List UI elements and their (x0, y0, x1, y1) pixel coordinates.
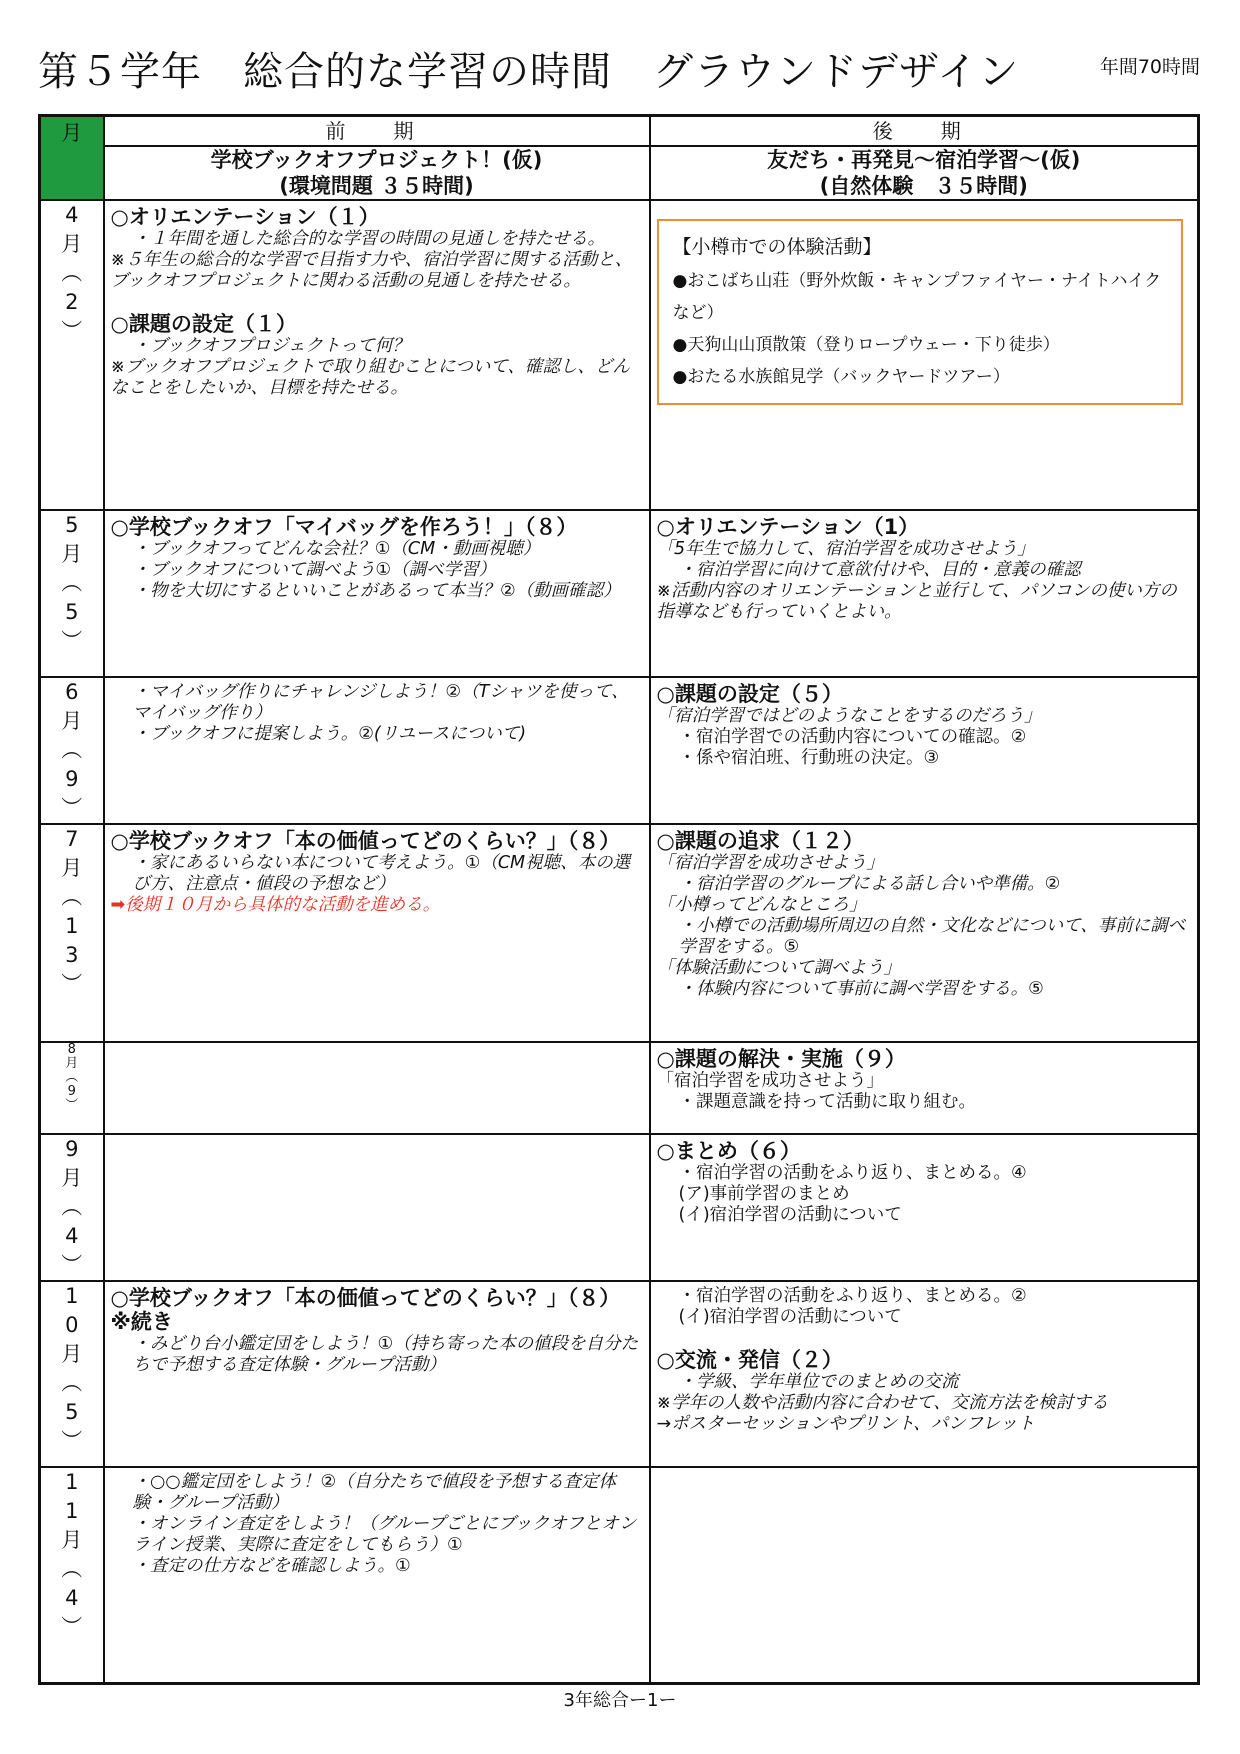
section-heading: ○学校ブックオフ「本の価値ってどのくらい？」（８）※続き (110, 1286, 621, 1334)
second-term-cell (650, 510, 1199, 677)
month-char: 4 (65, 203, 79, 227)
second-term-label: 後 期 (650, 116, 1199, 147)
month-char: ︵ (61, 885, 83, 909)
month-char: 5 (65, 513, 79, 537)
activity-line: ・ブックオフプロジェクトって何？ (132, 336, 410, 356)
month-char: ︶ (61, 1615, 83, 1639)
first-term-content (105, 511, 649, 604)
second-term-content (651, 678, 1198, 771)
month-char: ︵ (61, 261, 83, 285)
section-heading: ○学校ブックオフ「マイバッグを作ろう！」（８） (110, 515, 578, 539)
second-term-content (651, 825, 1198, 1002)
first-term-cell (104, 677, 650, 824)
activity-line: ・マイバッグ作りにチャレンジしよう！②（Tシャツを使って、マイバッグ作り） (132, 682, 629, 723)
month-char: ︵ (65, 1070, 79, 1085)
first-term-content (105, 825, 649, 918)
page-title: 第５学年 総合的な学習の時間 グラウンドデザイン (38, 49, 1020, 95)
activity-line: 「体験活動について調べよう」 (656, 958, 902, 978)
activity-line: ・ブックオフについて調べよう①（調べ学習） (132, 560, 497, 580)
activity-line: ・学級、学年単位でのまとめの交流 (678, 1372, 959, 1392)
section-heading: ○まとめ（６） (656, 1139, 801, 1163)
first-term-cell (104, 1467, 650, 1683)
month-cell (40, 1134, 104, 1281)
second-term-cell (650, 1042, 1199, 1134)
month-char: ︵ (61, 1371, 83, 1395)
activity-line: ・オンライン査定をしよう！（グループごとにブックオフとオンライン授業、実際に査定をしてもらう）① (132, 1514, 637, 1555)
activity-line: ・係や宿泊班、行動班の決定。③ (678, 748, 940, 768)
activity-line: ・１年間を通した総合的な学習の時間の見通しを持たせる。 (132, 229, 605, 249)
month-char: ︶ (61, 319, 83, 343)
ground-design-table (38, 114, 1200, 1685)
month-char: 3 (65, 943, 79, 967)
activity-line: ・宿泊学習での活動内容についての確認。② (678, 727, 1027, 747)
month-char: 8 (67, 1042, 76, 1057)
month-char: ︶ (61, 1253, 83, 1277)
first-term-content (105, 678, 649, 747)
section-heading: ○学校ブックオフ「本の価値ってどのくらい？」（８） (110, 829, 621, 853)
month-char: 0 (65, 1313, 79, 1337)
month-char: ︵ (61, 1557, 83, 1581)
activity-line: ・家にあるいらない本について考えよう。①（CM視聴、本の選び方、注意点・値段の予想など） (132, 853, 631, 894)
month-row (40, 1281, 1199, 1467)
activity-line: 「宿泊学習ではどのようなことをするのだろう」 (656, 706, 1042, 726)
activity-line: ・宿泊学習の活動をふり返り、まとめる。② (678, 1286, 1027, 1306)
second-term-content (651, 1043, 1198, 1115)
section-heading: ○課題の設定（１） (110, 312, 297, 336)
activity-line: ・○○鑑定団をしよう！②（自分たちで値段を予想する査定体験・グループ活動） (132, 1472, 617, 1513)
month-char: 5 (65, 1400, 79, 1424)
month-char: 9 (65, 767, 79, 791)
month-char: 7 (65, 827, 79, 851)
month-char: ︶ (65, 1098, 79, 1113)
first-term-content (105, 1468, 649, 1579)
month-cell (40, 1042, 104, 1134)
activity-line: ・宿泊学習に向けて意欲付けや、目的・意義の確認 (678, 560, 1081, 580)
month-row (40, 1042, 1199, 1134)
second-term-content (651, 1282, 1198, 1437)
section-heading: ○オリエンテーション（１） (110, 205, 380, 229)
month-cell (40, 824, 104, 1042)
second-term-content (651, 1468, 1198, 1474)
annual-hours: 年間70時間 (1099, 56, 1200, 78)
month-char: ︶ (61, 629, 83, 653)
activity-line: ・宿泊学習のグループによる話し合いや準備。② (678, 874, 1061, 894)
activity-line: (イ)宿泊学習の活動について (678, 1307, 902, 1327)
month-row (40, 824, 1199, 1042)
second-term-cell (650, 824, 1199, 1042)
activity-line: ※５年生の総合的な学習で目指す力や、宿泊学習に関する活動と、ブックオフプロジェクトに関わる活動の見通しを持たせる。 (110, 250, 633, 291)
activity-line: ・物を大切にするといいことがあるって本当？②（動画確認） (132, 581, 621, 601)
month-char: ︶ (61, 796, 83, 820)
month-row (40, 677, 1199, 824)
activity-box (657, 219, 1184, 405)
month-char: 月 (61, 1528, 83, 1552)
activity-line: (ア)事前学習のまとめ (678, 1184, 850, 1204)
month-char: 月 (61, 232, 83, 256)
month-char: 1 (65, 1470, 79, 1494)
month-cell (40, 200, 104, 510)
activity-line: ※活動内容のオリエンテーションと並行して、パソコンの使い方の指導なども行っていくとよい。 (656, 581, 1177, 622)
month-char: 9 (65, 1137, 79, 1161)
activity-line: 「5年生で協力して、宿泊学習を成功させよう」 (656, 539, 1035, 559)
activity-line: ※ブックオフプロジェクトで取り組むことについて、確認し、どんなことをしたいか、目標を持たせる。 (110, 357, 630, 398)
activity-line: 「宿泊学習を成功させよう」 (656, 853, 884, 873)
first-term-content (105, 1043, 649, 1049)
section-heading: ○オリエンテーション（1） (656, 515, 920, 539)
second-term-cell (650, 677, 1199, 824)
activity-line: ・課題意識を持って活動に取り組む。 (678, 1092, 976, 1112)
activity-line: (イ)宿泊学習の活動について (678, 1205, 902, 1225)
first-term-theme-line1: 学校ブックオフプロジェクト！(仮) (210, 148, 543, 172)
month-char: ︵ (61, 738, 83, 762)
month-char: 月 (65, 1056, 79, 1071)
month-char: ︵ (61, 1195, 83, 1219)
month-char: ︶ (61, 1429, 83, 1453)
first-term-content (105, 201, 649, 401)
month-char: 6 (65, 680, 79, 704)
second-term-content (651, 405, 1198, 411)
section-heading: ○課題の解決・実施（９） (656, 1047, 906, 1071)
activity-line: ・体験内容について事前に調べ学習をする。⑤ (678, 979, 1044, 999)
month-cell (40, 1281, 104, 1467)
activity-item: ●おたる水族館見学（バックヤードツアー） (672, 367, 1010, 387)
month-cell (40, 510, 104, 677)
month-char: 月 (61, 1342, 83, 1366)
first-term-theme-line2: (環境問題 ３５時間) (279, 174, 474, 198)
month-row (40, 1467, 1199, 1683)
section-heading: ○課題の設定（５） (656, 682, 843, 706)
first-term-label: 前 期 (104, 116, 650, 147)
second-term-cell (650, 1467, 1199, 1683)
activity-line: ※学年の人数や活動内容に合わせて、交流方法を検討する (656, 1393, 1109, 1413)
month-char: 9 (67, 1084, 76, 1099)
month-char: 5 (65, 600, 79, 624)
month-row (40, 200, 1199, 510)
month-char: 月 (61, 709, 83, 733)
second-term-content (651, 511, 1198, 625)
activity-line: ・小樽での活動場所周辺の自然・文化などについて、事前に調べ学習をする。⑤ (678, 916, 1186, 957)
activity-line: 「小樽ってどんなところ」 (656, 895, 867, 915)
month-char: 1 (65, 1284, 79, 1308)
month-char: ︵ (61, 571, 83, 595)
month-char: 月 (61, 542, 83, 566)
activity-line: ・宿泊学習の活動をふり返り、まとめる。④ (678, 1163, 1027, 1183)
activity-line: ・査定の仕方などを確認しよう。① (132, 1556, 411, 1576)
activity-item: ●天狗山山頂散策（登りロープウェー・下り徒歩） (672, 335, 1060, 355)
month-column-header: 月 (40, 116, 104, 201)
second-term-theme (650, 146, 1199, 200)
second-term-theme-line2: (自然体験 ３５時間) (819, 174, 1028, 198)
activity-line: →ポスターセッションやプリント、パンフレット (656, 1414, 1035, 1434)
activity-line: ➡後期１０月から具体的な活動を進める。 (110, 895, 441, 915)
first-term-cell (104, 1134, 650, 1281)
plan-body (40, 200, 1199, 1683)
second-term-cell (650, 1281, 1199, 1467)
first-term-cell (104, 824, 650, 1042)
second-term-theme-line1: 友だち・再発見～宿泊学習～(仮) (767, 148, 1081, 172)
second-term-cell (650, 1134, 1199, 1281)
activity-box-title: 【小樽市での体験活動】 (672, 236, 882, 258)
month-row (40, 1134, 1199, 1281)
month-cell (40, 1467, 104, 1683)
page-footer: 3年総合ー1ー (563, 1690, 677, 1711)
first-term-cell (104, 200, 650, 510)
month-char: 4 (65, 1586, 79, 1610)
month-char: 1 (65, 1499, 79, 1523)
month-char: 月 (61, 856, 83, 880)
activity-item: ●おこばち山荘（野外炊飯・キャンプファイヤー・ナイトハイクなど） (672, 271, 1162, 323)
spacer (111, 292, 641, 312)
first-term-content (105, 1135, 649, 1141)
month-cell (40, 677, 104, 824)
month-char: 月 (61, 1166, 83, 1190)
activity-line: ・ブックオフに提案しよう。②(リユースについて) (132, 724, 527, 744)
month-char: 4 (65, 1224, 79, 1248)
month-char: 1 (65, 914, 79, 938)
section-heading: ○課題の追求（１２） (656, 829, 864, 853)
activity-line: ・ブックオフってどんな会社？①（CM・動画視聴） (132, 539, 541, 559)
activity-line: 「宿泊学習を成功させよう」 (656, 1071, 884, 1091)
month-row (40, 510, 1199, 677)
first-term-cell (104, 1281, 650, 1467)
month-char: ︶ (61, 972, 83, 996)
first-term-content (105, 1282, 649, 1378)
section-heading: ○交流・発信（２） (656, 1348, 843, 1372)
month-char: 2 (65, 290, 79, 314)
second-term-cell (650, 200, 1199, 510)
spacer (657, 1328, 1190, 1348)
first-term-theme (104, 146, 650, 200)
first-term-cell (104, 1042, 650, 1134)
first-term-cell (104, 510, 650, 677)
activity-line: ・みどり台小鑑定団をしよう！①（持ち寄った本の値段を自分たちで予想する査定体験・グループ活動） (132, 1334, 639, 1375)
second-term-content (651, 1135, 1198, 1228)
